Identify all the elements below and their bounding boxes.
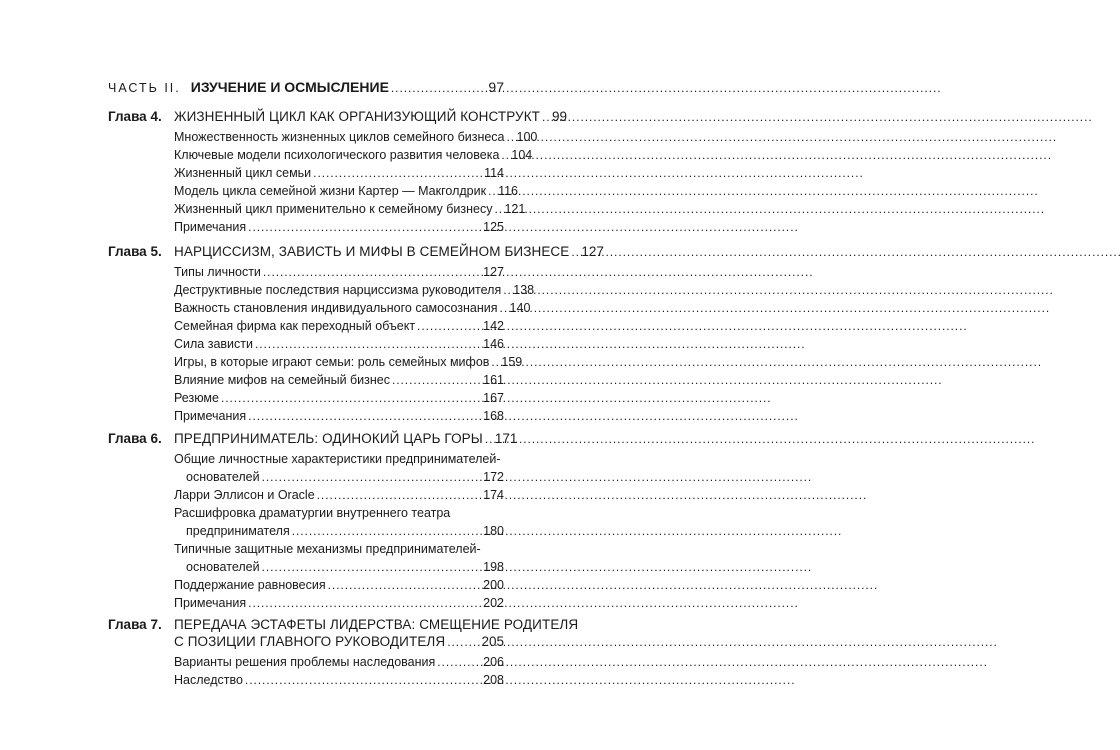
leader-dots xyxy=(255,337,481,351)
leader-dots xyxy=(263,265,481,279)
toc-entry xyxy=(174,337,504,355)
leader-dots xyxy=(221,391,481,405)
part-label: ЧАСТЬ II. xyxy=(108,81,181,95)
chapter-heading xyxy=(108,617,579,632)
leader-dots xyxy=(392,373,481,387)
entry-page: 138 xyxy=(513,283,535,297)
entry-title: Варианты решения проблемы наследования xyxy=(174,655,436,669)
entry-title: Деструктивные последствия нарциссизма руководителя xyxy=(174,283,502,297)
leader-dots xyxy=(491,355,499,369)
entry-title: основателей xyxy=(186,470,260,484)
entry-title: Наследство xyxy=(174,673,243,687)
toc-entry xyxy=(174,220,504,238)
leader-dots xyxy=(317,488,481,502)
toc-entry xyxy=(174,130,538,148)
entry-page: 127 xyxy=(483,265,504,279)
section-list xyxy=(174,130,538,238)
leader-dots xyxy=(437,655,481,669)
leader-dots xyxy=(248,220,481,234)
leader-dots xyxy=(447,634,479,649)
entry-page: 140 xyxy=(509,301,531,315)
entry-page: 146 xyxy=(483,337,504,351)
toc-entry xyxy=(174,355,523,373)
chapter-7 xyxy=(108,617,579,691)
entry-page: 142 xyxy=(483,319,504,333)
chapter-heading xyxy=(108,109,568,124)
entry-page: 104 xyxy=(511,148,533,162)
chapter-title: НАРЦИССИЗМ, ЗАВИСТЬ И МИФЫ В СЕМЕЙНОМ БИЗНЕСЕ xyxy=(174,244,570,259)
leader-dots xyxy=(245,673,481,687)
entry-page: 174 xyxy=(483,488,504,502)
chapter-page: 171 xyxy=(494,431,518,446)
chapter-title: ЖИЗНЕННЫЙ ЦИКЛ КАК ОРГАНИЗУЮЩИЙ КОНСТРУКТ xyxy=(174,109,541,124)
chapter-page: 127 xyxy=(581,244,604,259)
toc-entry xyxy=(174,409,504,427)
entry-page: 125 xyxy=(483,220,504,234)
entry-page: 114 xyxy=(484,166,504,180)
leader-dots xyxy=(571,244,579,259)
entry-title-line: Расшифровка драматургии внутреннего театра xyxy=(174,506,451,520)
entry-title: Семейная фирма как переходный объект xyxy=(174,319,416,333)
entry-page: 168 xyxy=(483,409,504,423)
entry-page: 200 xyxy=(483,578,504,592)
leader-dots xyxy=(417,319,481,333)
entry-page: 206 xyxy=(483,655,504,669)
chapter-heading-continued xyxy=(174,634,504,649)
section-list xyxy=(174,265,535,427)
toc-entry xyxy=(174,391,504,409)
entry-title: Резюме xyxy=(174,391,219,405)
entry-title: Примечания xyxy=(174,409,247,423)
toc-entry xyxy=(174,524,504,542)
entry-title: Игры, в которые играют семьи: роль семейных мифов xyxy=(174,355,490,369)
section-list xyxy=(174,452,504,614)
leader-dots xyxy=(262,470,482,484)
leader-dots xyxy=(262,560,482,574)
entry-title: Поддержание равновесия xyxy=(174,578,326,592)
entry-title: Множественность жизненных циклов семейного бизнеса xyxy=(174,130,505,144)
toc-entry xyxy=(174,578,504,596)
part-title: ИЗУЧЕНИЕ И ОСМЫСЛЕНИЕ xyxy=(190,79,389,95)
chapter-6 xyxy=(108,431,518,614)
entry-page: 116 xyxy=(498,184,518,198)
part-page: 97 xyxy=(488,79,504,95)
toc-entry xyxy=(174,319,504,337)
toc-entry xyxy=(174,673,504,691)
entry-page: 202 xyxy=(483,596,504,610)
chapter-number: Глава 4. xyxy=(108,109,162,124)
leader-dots xyxy=(248,409,481,423)
toc-entry xyxy=(174,283,535,301)
entry-title: Жизненный цикл применительно к семейному бизнесу xyxy=(174,202,493,216)
entry-page: 161 xyxy=(483,373,504,387)
toc-entry xyxy=(174,301,531,319)
leader-dots xyxy=(292,524,481,538)
chapter-title-line2: С ПОЗИЦИИ ГЛАВНОГО РУКОВОДИТЕЛЯ xyxy=(174,634,446,649)
entry-title: Важность становления индивидуального самосознания xyxy=(174,301,498,315)
leader-dots xyxy=(500,301,508,315)
entry-page: 180 xyxy=(483,524,504,538)
leader-dots xyxy=(485,431,493,446)
entry-page: 159 xyxy=(501,355,523,369)
chapter-title: ПЕРЕДАЧА ЭСТАФЕТЫ ЛИДЕРСТВА: СМЕЩЕНИЕ РОДИТЕЛЯ xyxy=(174,617,579,632)
leader-dots xyxy=(501,148,509,162)
toc-entry xyxy=(174,488,504,506)
entry-title: Примечания xyxy=(174,596,247,610)
chapter-number: Глава 6. xyxy=(108,431,162,446)
entry-title: Сила зависти xyxy=(174,337,253,351)
leader-dots xyxy=(313,166,482,180)
entry-page: 121 xyxy=(504,202,526,216)
part-heading xyxy=(108,79,504,95)
entry-title: Типы личности xyxy=(174,265,261,279)
entry-title: Ключевые модели психологического развития человека xyxy=(174,148,500,162)
chapter-number: Глава 5. xyxy=(108,244,162,259)
leader-dots xyxy=(248,596,481,610)
toc-entry xyxy=(174,184,518,202)
chapter-heading xyxy=(108,431,518,446)
chapter-4 xyxy=(108,109,568,238)
entry-page: 172 xyxy=(483,470,504,484)
toc-entry xyxy=(174,265,504,283)
toc-entry xyxy=(174,373,504,391)
entry-title: Влияние мифов на семейный бизнес xyxy=(174,373,390,387)
entry-title-line: Типичные защитные механизмы предпринимателей- xyxy=(174,542,481,556)
toc-entry xyxy=(174,202,526,220)
leader-dots xyxy=(542,109,550,124)
entry-title-line: Общие личностные характеристики предпринимателей- xyxy=(174,452,501,466)
chapter-number: Глава 7. xyxy=(108,617,162,632)
leader-dots xyxy=(494,202,502,216)
toc-entry xyxy=(174,655,504,673)
chapter-title: ПРЕДПРИНИМАТЕЛЬ: ОДИНОКИЙ ЦАРЬ ГОРЫ xyxy=(174,431,483,446)
entry-title: Модель цикла семейной жизни Картер — Макголдрик xyxy=(174,184,487,198)
entry-page: 198 xyxy=(483,560,504,574)
toc-entry xyxy=(174,470,504,488)
chapter-5 xyxy=(108,244,604,427)
leader-dots xyxy=(391,79,487,95)
leader-dots xyxy=(507,130,515,144)
entry-page: 208 xyxy=(483,673,504,687)
entry-title: Жизненный цикл семьи xyxy=(174,166,312,180)
entry-page: 167 xyxy=(483,391,504,405)
entry-title: Ларри Эллисон и Oracle xyxy=(174,488,315,502)
toc-entry xyxy=(174,166,504,184)
leader-dots xyxy=(328,578,482,592)
leader-dots xyxy=(503,283,511,297)
chapter-heading xyxy=(108,244,604,259)
toc-entry xyxy=(174,148,533,166)
entry-page: 100 xyxy=(516,130,538,144)
entry-title: предпринимателя xyxy=(186,524,290,538)
toc-entry xyxy=(174,596,504,614)
leader-dots xyxy=(488,184,496,198)
section-list xyxy=(174,655,504,691)
toc-entry xyxy=(174,560,504,578)
entry-title: Примечания xyxy=(174,220,247,234)
entry-title: основателей xyxy=(186,560,260,574)
chapter-page: 205 xyxy=(481,634,504,649)
chapter-page: 99 xyxy=(552,109,568,124)
